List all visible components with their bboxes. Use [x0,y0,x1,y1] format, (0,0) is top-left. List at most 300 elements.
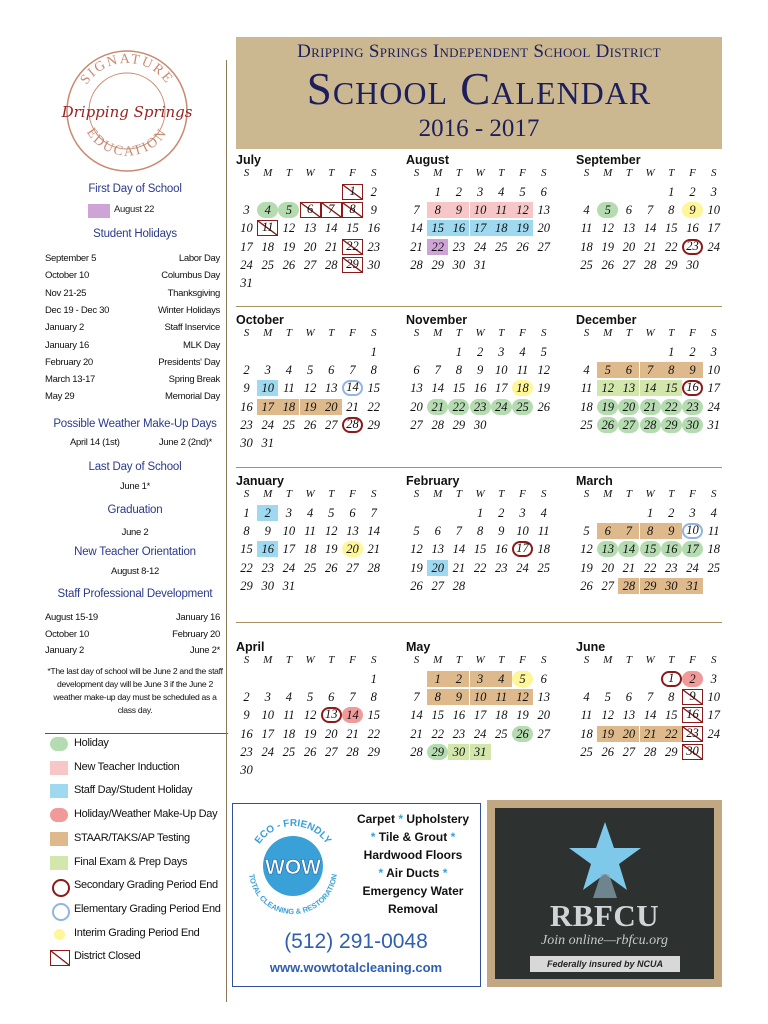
staff-dev-right: February 20 [172,628,220,640]
calendar-day: 5 [540,345,547,359]
calendar-day: 21 [346,726,359,741]
weekday-header: W [475,654,485,666]
calendar-day: 23 [470,399,491,415]
calendar-day: 17 [261,726,274,741]
calendar-day: 22 [427,239,448,255]
staff-dev-left: January 2 [45,645,85,656]
calendar-day: 3 [264,690,271,705]
calendar-day: 11 [491,689,512,705]
weather-first: April 14 (1st) [70,437,120,448]
calendar-day: 12 [303,381,317,396]
calendar-day: 11 [580,221,593,236]
calendar-day: 6 [434,524,441,539]
calendar-day: 4 [540,506,547,520]
weekday-header: F [519,327,526,339]
calendar-day: 22 [448,399,469,415]
calendar-day: 11 [537,524,550,539]
service-upholstery: Upholstery [406,812,470,826]
weekday-header: F [349,327,356,339]
calendar-day: 7 [321,202,342,218]
calendar-day: 1 [370,672,377,686]
calendar-day: 25 [580,257,593,272]
legend-label: Secondary Grading Period End [74,879,218,892]
calendar-day: 13 [325,381,338,396]
calendar-day: 28 [640,417,661,433]
holiday-row [45,288,225,299]
calendar-day: 21 [367,542,380,557]
legend-label: Final Exam & Prep Days [74,855,188,868]
legend-swatch [50,856,68,870]
calendar-day: 6 [625,203,633,218]
calendar-day: 19 [325,542,338,557]
logo-top-text: SIGNATURE [77,51,177,88]
holiday-row [45,340,225,351]
calendar-day: 26 [597,417,618,433]
calendar-day: 14 [367,524,380,539]
calendar-day: 13 [597,541,618,557]
calendar-day: 21 [622,560,636,575]
orientation-title: New Teacher Orientation [74,546,196,558]
legend-swatch [50,761,68,775]
calendar-day: 29 [665,744,678,759]
calendar-day: 26 [601,257,614,272]
calendar-day: 1 [476,506,484,520]
calendar-day: 8 [342,202,363,218]
weekday-header: T [498,488,505,500]
calendar-day: 2 [689,185,696,199]
wow-logo [241,814,346,919]
rbfcu-ad[interactable] [487,800,722,987]
calendar-day: 16 [452,708,466,723]
month-name: February [406,474,460,488]
calendar-day: 1 [455,345,463,359]
calendar-day: 10 [707,363,720,378]
calendar-day: 24 [473,726,487,741]
calendar-day: 27 [303,257,317,272]
calendar-day: 6 [540,185,547,199]
calendar-day: 8 [476,524,484,539]
calendar-day: 31 [470,744,491,760]
weekday-header: S [413,327,420,339]
calendar-day: 28 [452,578,466,593]
calendar-day: 23 [452,726,466,741]
calendar-day: 10 [495,363,508,378]
calendar-day: 1 [434,185,441,199]
service-carpet: Carpet [356,812,395,826]
calendar-day: 23 [665,560,678,575]
calendar-day: 1 [646,506,654,520]
weekday-header: M [603,327,613,339]
weekday-header: S [583,167,590,179]
wow-logo-text: WOW [265,856,321,879]
weekday-header: T [328,327,335,339]
calendar-day: 24 [707,239,720,254]
first-day-title: First Day of School [88,183,182,195]
weekday-header: S [540,488,547,500]
weekday-header: T [625,488,632,500]
calendar-day: 7 [640,362,661,378]
calendar-day: 17 [707,708,720,723]
calendar-day: 13 [622,221,636,236]
calendar-day: 28 [346,744,359,759]
calendar-day: 30 [661,578,682,594]
weekday-header: T [625,654,632,666]
calendar-day: 29 [342,257,363,273]
holiday-row [45,253,225,264]
holiday-date: September 5 [45,253,97,264]
calendar-day: 4 [710,506,717,520]
calendar-day: 30 [473,417,487,432]
calendar-day: 1 [661,671,682,687]
calendar-day: 31 [682,578,703,594]
calendar-day: 18 [278,399,299,415]
calendar-day: 7 [413,203,420,218]
calendar-day: 11 [491,202,512,218]
calendar-day: 18 [491,220,512,236]
calendar-day: 29 [367,744,380,759]
calendar-day: 8 [640,523,661,539]
calendar-day: 24 [261,417,274,432]
calendar-day: 4 [491,671,512,687]
calendar-day: 18 [261,239,274,254]
weekday-header: W [645,654,655,666]
legend-label: STAAR/TAKS/AP Testing [74,831,190,844]
calendar-day: 3 [710,185,717,199]
calendar-day: 4 [257,202,278,218]
holiday-name: Winter Holidays [157,304,220,316]
page-title: School Calendar [306,64,652,114]
calendar-day: 1 [427,671,448,687]
rbfcu-board [495,808,714,979]
calendar-day: 6 [328,690,335,705]
weekday-header: W [645,167,655,179]
last-day-date: June 1* [119,481,151,492]
calendar-day: 10 [470,689,491,705]
calendar-day: 19 [410,560,423,575]
weekday-header: M [433,654,443,666]
calendar-day: 25 [495,726,508,741]
weekday-header: F [519,167,526,179]
weekday-header: T [285,167,292,179]
rbfcu-join-link[interactable]: Join online—rbfcu.org [540,933,669,948]
holiday-row [45,391,225,402]
calendar-day: 21 [410,726,423,741]
calendar-day: 8 [661,362,682,378]
calendar-day: 19 [601,239,614,254]
weekday-header: T [498,654,505,666]
calendar-day: 20 [410,399,423,414]
calendar-day: 14 [643,221,657,236]
calendar-day: 3 [710,672,717,686]
holiday-name: Columbus Day [161,270,220,282]
graduation-title: Graduation [107,504,163,516]
legend-swatch [50,784,68,798]
holiday-row [45,305,225,316]
calendar-day: 14 [452,542,466,557]
calendar-header [236,37,722,149]
weekday-header: T [498,167,505,179]
weekday-header: F [519,654,526,666]
wow-url-link[interactable]: www.wowtotalcleaning.com [269,960,443,975]
service-tile: Tile & Grout [378,830,448,844]
calendar-day: 19 [303,726,317,741]
calendar-day: 28 [325,257,338,272]
calendar-day: 14 [410,221,423,236]
calendar-day: 26 [325,560,338,575]
calendar-day: 8 [243,524,250,539]
star-icon: * [398,812,403,826]
calendar-day: 2 [668,506,675,520]
weekday-header: S [583,488,590,500]
calendar-day: 28 [618,578,639,594]
weekday-header: S [710,488,717,500]
calendar-day: 29 [640,578,661,594]
weekday-header: M [603,167,613,179]
calendar-day: 3 [689,506,696,520]
calendar-day: 23 [240,744,253,759]
weekday-header: W [305,654,315,666]
weekday-header: T [668,167,675,179]
calendar-day: 30 [682,744,703,760]
calendar-day: 11 [580,381,593,396]
calendar-day: 10 [707,690,720,705]
calendar-day: 14 [643,708,657,723]
calendar-day: 4 [519,345,526,359]
calendar-day: 13 [537,690,550,705]
calendar-day: 25 [512,399,533,415]
calendar-day: 23 [452,239,466,254]
weekday-header: T [285,654,292,666]
calendar-day: 30 [240,763,253,777]
calendar-day: 13 [410,381,423,396]
calendar-day: 15 [665,708,678,723]
weekday-header: F [519,488,526,500]
holiday-date: January 16 [45,339,90,351]
weekday-header: W [475,488,485,500]
calendar-day: 27 [431,578,444,593]
calendar-day: 9 [370,203,377,218]
legend-swatch [50,737,68,751]
star-icon: * [442,866,448,880]
calendar-day: 4 [583,690,590,705]
calendar-day: 24 [686,560,699,575]
calendar-day: 15 [346,221,359,236]
calendar-day: 12 [537,363,550,378]
calendar-day: 30 [261,578,274,593]
calendar-day: 25 [580,417,593,432]
calendar-day: 17 [495,381,508,396]
calendar-day: 3 [470,671,491,687]
weekday-header: S [413,488,420,500]
first-day-swatch [88,204,110,218]
calendar-day: 22 [473,560,487,575]
legend-label: New Teacher Induction [74,760,180,773]
calendar-day: 16 [661,541,682,557]
weekday-header: M [603,488,613,500]
row-divider [236,467,722,468]
calendar-day: 9 [264,524,271,539]
calendar-day: 14 [342,707,363,723]
calendar-day: 11 [580,708,593,723]
weekday-header: S [540,167,547,179]
weekday-header: M [433,167,443,179]
weekday-header: T [625,327,632,339]
calendar-day: 4 [583,363,590,378]
weekday-header: S [243,654,250,666]
month-name: September [576,153,641,167]
calendar-day: 25 [282,417,296,432]
holiday-name: Thanksgiving [167,287,220,299]
calendar-day: 15 [640,541,661,557]
weekday-header: M [263,488,273,500]
district-name: Dripping Springs Independent School District [297,41,661,62]
holiday-name: Spring Break [168,374,220,386]
calendar-day: 7 [646,203,654,218]
wow-cleaning-ad[interactable] [232,803,481,987]
signature-education-logo [55,45,225,177]
weekday-header: S [710,167,717,179]
calendar-day: 7 [370,506,377,520]
calendar-day: 7 [618,523,639,539]
calendar-day: 4 [498,185,505,199]
calendar-day: 24 [491,399,512,415]
weekday-header: M [263,327,273,339]
weekday-header: S [710,654,717,666]
calendar-day: 30 [452,257,466,272]
calendar-day: 17 [512,541,533,557]
calendar-day: 4 [285,363,293,378]
service-emergency-water: Emergency Water [362,884,464,898]
calendar-day: 6 [300,202,321,218]
weekday-header: S [243,488,250,500]
calendar-day: 22 [342,239,363,255]
calendar-day: 17 [707,381,720,396]
calendar-day: 19 [300,399,321,415]
calendar-day: 28 [643,257,657,272]
calendar-day: 30 [448,744,469,760]
calendar-day: 29 [661,417,682,433]
holiday-name: Labor Day [178,253,220,264]
calendar-day: 22 [367,726,380,741]
calendar-day: 25 [282,744,296,759]
calendar-day: 26 [537,399,550,414]
wow-services [348,810,478,918]
calendar-day: 2 [455,185,463,199]
calendar-day: 16 [367,221,380,236]
weekday-header: T [625,167,632,179]
legend-label: Interim Grading Period End [74,926,200,939]
calendar-day: 22 [661,399,682,415]
calendar-day: 16 [257,541,278,557]
legend-label: Staff Day/Student Holiday [74,784,193,797]
weather-dates [70,437,220,448]
month-name: May [406,640,431,654]
calendar-day: 9 [243,708,250,723]
calendar-day: 4 [583,203,590,218]
calendar-day: 18 [495,708,508,723]
calendar-day: 16 [473,381,487,396]
calendar-day: 23 [261,560,274,575]
wow-phone[interactable]: (512) 291-0048 [284,930,428,953]
calendar-day: 1 [370,345,377,359]
weekday-header: W [475,167,485,179]
month-name: July [236,153,262,167]
service-removal: Removal [387,902,439,916]
calendar-day: 18 [580,399,593,414]
calendar-day: 23 [682,726,703,742]
rbfcu-name: RBFCU [549,898,660,933]
calendar-day: 29 [240,578,253,593]
month-name: October [236,313,284,327]
calendar-day: 1 [668,345,675,359]
weekday-header: F [349,488,356,500]
weekday-header: W [305,167,315,179]
calendar-day: 22 [367,399,380,414]
calendar-day: 12 [597,380,618,396]
staff-dev-title: Staff Professional Development [57,588,213,600]
calendar-day: 5 [306,363,314,378]
weekday-header: T [668,488,675,500]
wow-ring-top: ECO - FRIENDLY [252,817,334,847]
calendar-day: 12 [580,542,593,557]
calendar-day: 27 [537,239,550,254]
weekday-header: S [413,167,420,179]
calendar-day: 13 [431,542,444,557]
calendar-day: 25 [537,560,550,575]
weekday-header: S [370,327,377,339]
calendar-day: 20 [427,560,448,576]
calendar-day: 14 [325,221,338,236]
calendar-day: 30 [240,436,253,450]
calendar-day: 9 [682,362,703,378]
weekday-header: S [243,167,250,179]
calendar-day: 14 [431,381,444,396]
calendar-day: 13 [321,707,342,723]
calendar-day: 24 [282,560,296,575]
calendar-day: 5 [512,671,533,687]
calendar-day: 16 [495,542,508,557]
rbfcu-ncua: Federally insured by NCUA [530,956,680,972]
calendar-day: 22 [661,726,682,742]
calendar-day: 9 [498,524,505,539]
calendar-day: 4 [285,690,293,705]
calendar-day: 14 [640,380,661,396]
calendar-day: 10 [707,203,720,218]
calendar-day: 29 [427,744,448,760]
calendar-day: 17 [470,220,491,236]
calendar-day: 23 [495,560,508,575]
calendar-day: 7 [434,363,441,378]
sidebar-divider [226,60,227,1002]
calendar-day: 24 [240,257,253,272]
calendar-day: 8 [370,363,377,378]
weekday-header: S [583,654,590,666]
weekday-header: T [455,654,462,666]
calendar-day: 29 [431,257,444,272]
calendar-day: 31 [261,436,274,450]
calendar-day: 2 [257,505,278,521]
calendar-day: 1 [668,185,675,199]
calendar-day: 28 [342,417,363,433]
calendar-day: 24 [261,744,274,759]
calendar-day: 3 [710,345,717,359]
calendar-day: 11 [707,524,720,539]
star-icon [565,818,645,898]
weekday-header: W [305,327,315,339]
calendar-day: 2 [682,671,703,687]
weekday-header: T [455,167,462,179]
calendar-day: 13 [346,524,359,539]
